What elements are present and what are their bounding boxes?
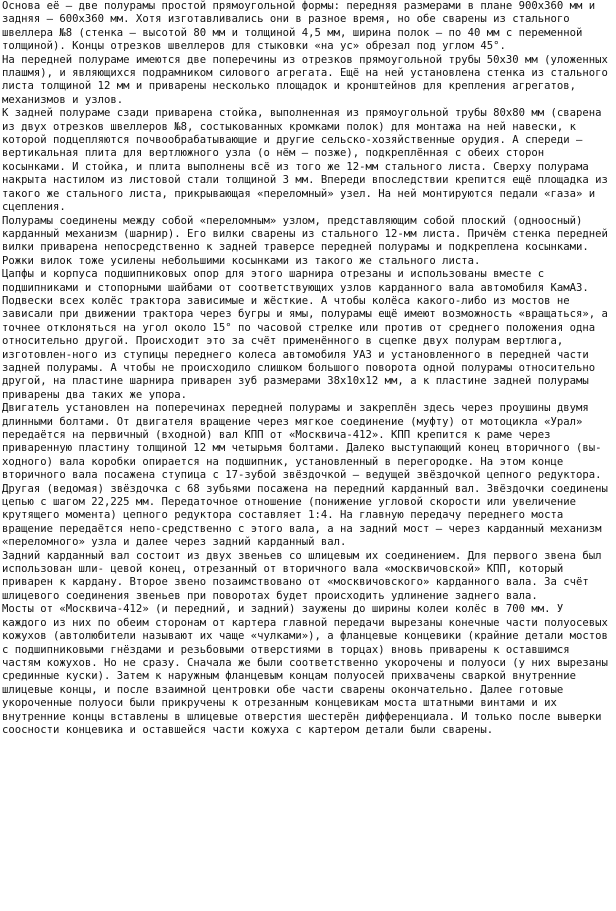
paragraph-rear-half-frame: К задней полураме сзади приварена стойка, выполненная из прямоугольной трубы 80x80 мм (сварена из двух отрезков швеллеров №8, состыкованных кромками полок) для монтажа на ней навески, к которой подцепляются почвообрабатывающие и другие сельско-хозяйственные орудия. А спереди – вертикальная плита для вертлюжного узла (о нём – позже), подкреплённая с обеих сторон косынками. И стойка, и плита выполнены всё из того же 12-мм стального листа. Сверху полурама накрыта настилом из листовой стали толщиной 3 мм. Впереди впоследствии крепится ещё площадка из такого же стального листа, прикрывающая «переломный» узел. На ней монтируются педали «газа» и сцепления. [2,107,608,214]
paragraph-front-half-frame: На передней полураме имеются две поперечины из отрезков прямоугольной трубы 50x30 мм (уложенных плашмя), и являющихся подрамником силового агрегата. Ещё на ней установлена стенка из стального листа толщиной 12 мм и приварены несколько площадок и кронштейнов для крепления агрегатов, механизмов и узлов. [2,53,608,106]
paragraph-engine-transmission: Двигатель установлен на поперечинах передней полурамы и закреплён здесь через проушины двумя длинными болтами. От двигателя вращение через мягкое соединение (муфту) от мотоцикла «Урал» передаётся на первичный (входной) вал КПП от «Москвича-412». КПП крепится к раме через приваренную пластину толщиной 12 мм четырьмя болтами. Далеко выступающий конец вторичного (вы-ходного) вала коробки опирается на подшипник, установленный в перегородке. На этом конце вторичного вала посажена ступица с 17-зубой звёздочкой – ведущей звёздочкой цепного редуктора. Другая (ведомая) звёздочка с 68 зубьями посажена на передний карданный вал. Звёздочки соединены цепью с шагом 22,225 мм. Передаточное отношение (понижение угловой скорости или увеличение крутящего момента) цепного редуктора составляет 1:4. На главную передачу переднего моста вращение передаётся непо-средственно с этого вала, а на задний мост – через карданный механизм «переломного» узла и далее через задний карданный вал. [2,402,608,549]
paragraph-suspension: Подвески всех колёс трактора зависимые и жёсткие. А чтобы колёса какого-либо из мостов не зависали при движении трактора через бугры и ямы, полурамы ещё имеют возможность «вращаться», а точнее отклоняться на угол около 15° по часовой стрелке или против от среднего положения одна относительно другой. Происходит это за счёт применённого в сцепке двух полурам вертлюга, изготовлен-ного из ступицы переднего колеса автомобиля УАЗ и установленного в передней части задней полурамы. А чтобы не происходило слишком большого поворота одной полурамы относительно другой, на пластине шарнира приварен зуб размерами 38x10x12 мм, а к пластине задней полурамы приварены два таких же упора. [2,294,608,401]
paragraph-axles: Мосты от «Москвича-412» (и передний, и задний) заужены до ширины колеи колёс в 700 мм. У каждого из них по обеим сторонам от картера главной передачи вырезаны конечные части полуосевых кожухов (автолюбители называют их чаще «чулками»), а фланцевые концевики (крайние детали мостов с подшипниковыми гнёздами и резьбовыми отверстиями в торцах) вновь приварены к оставшимся частям кожухов. Но не сразу. Сначала же были соответственно укорочены и полуоси (у них вырезаны срединные куски). Затем к наружным фланцевым концам полуосей прихвачены сваркой внутренние шлицевые концы, и после взаимной центровки обе части сварены окончательно. Далее готовые укороченные полуоси были прикручены к отрезанным концевикам моста штатными винтами и их внутренние концы вставлены в шлицевые отверстия шестерён дифференциала. И только после выверки соосности концевика и оставшейся части кожуха с картером детали были сварены. [2,603,608,736]
paragraph-rear-driveshaft: Задний карданный вал состоит из двух звеньев со шлицевым их соединением. Для первого звена был использован шли- цевой конец, отрезанный от вторичного вала «москвичовской» КПП, который приварен к кардану. Второе звено позаимствовано от «москвичовского» карданного вала. За счёт шлицевого соединения звеньев при поворотах будет происходить удлинение заднего вала. [2,549,602,602]
paragraph-articulation-joint: Полурамы соединены между собой «переломным» узлом, представляющим собой плоский (одноосный) карданный механизм (шарнир). Его вилки сварены из стального 12-мм листа. Причём стенка передней вилки приварена непосредственно к задней траверсе передней полурамы и подкреплена косынками. Рожки вилок тоже усилены небольшими косынками из такого же стального листа. [2,214,608,267]
paragraph-bearing-supports: Цапфы и корпуса подшипниковых опор для этого шарнира отрезаны и использованы вместе с подшипниками и стопорными шайбами от соответствующих узлов карданного вала автомобиля КамАЗ. [2,268,589,294]
paragraph-frame-description: Основа её – две полурамы простой прямоугольной формы: передняя размерами в плане 900x360 мм и задняя – 600x360 мм. Хотя изготавливались они в разное время, но обе сварены из стального швеллера №8 (стенка – высотой 80 мм и толщиной 4,5 мм, ширина полок – по 40 мм с переменной толщиной). Концы отрезков швеллеров для стыковки «на ус» обрезал под углом 45°. [2,0,596,53]
